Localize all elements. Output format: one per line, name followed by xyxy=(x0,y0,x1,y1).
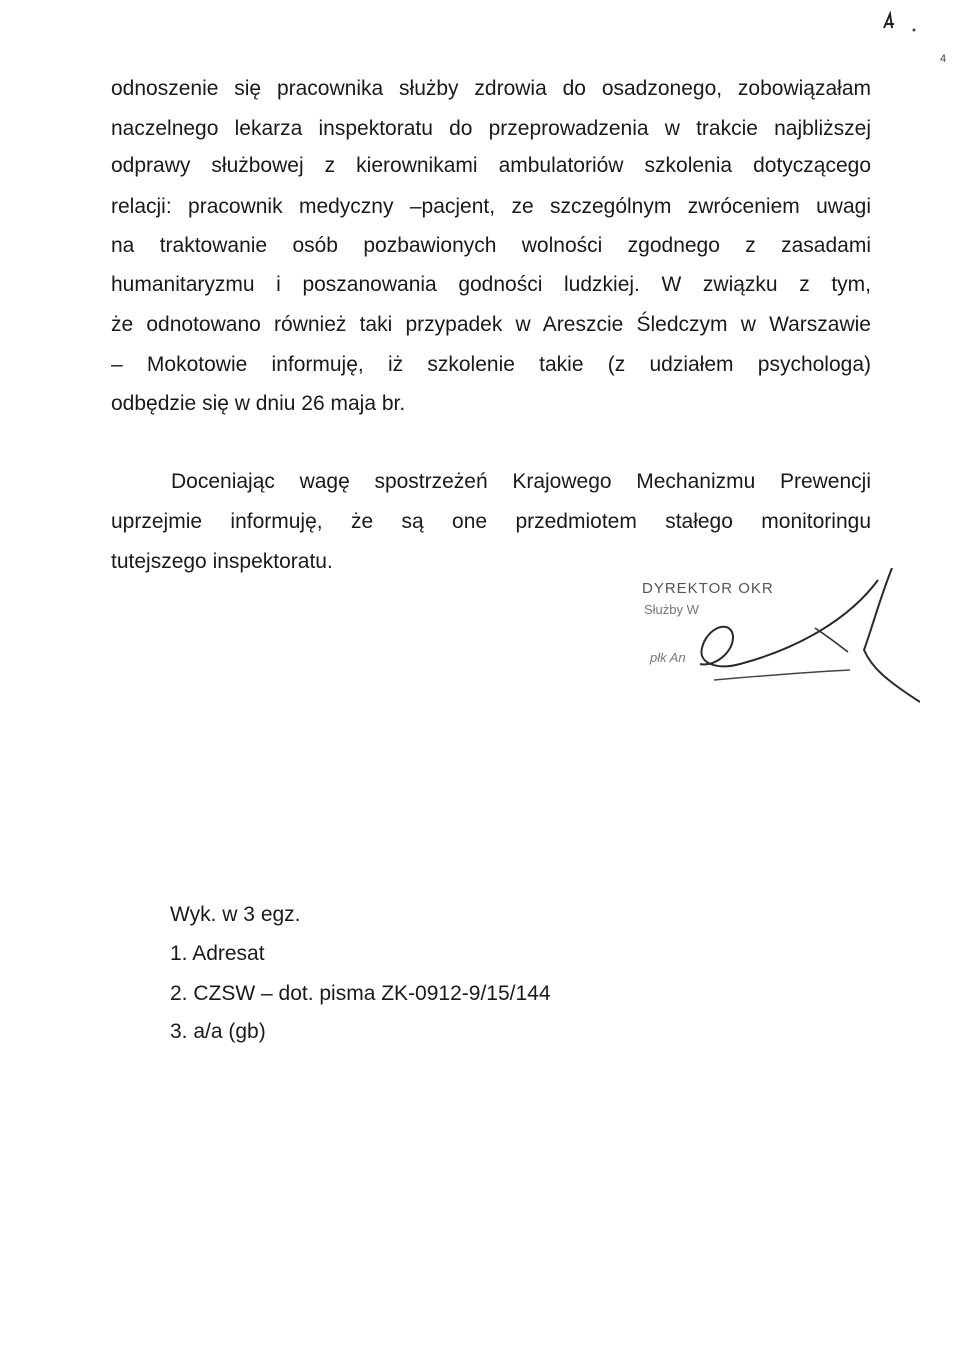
text-line: odprawy służbowej z kierownikami ambulatoriów szkolenia dotyczącego xyxy=(111,154,871,177)
distribution-item: 1. Adresat xyxy=(170,942,265,965)
text-line: że odnotowano również taki przypadek w Areszcie Śledczym w Warszawie xyxy=(111,313,871,336)
text-line: humanitaryzmu i poszanowania godności ludzkiej. W związku z tym, xyxy=(111,273,871,296)
distribution-item: 2. CZSW – dot. pisma ZK-0912-9/15/144 xyxy=(170,982,551,1005)
text-line: – Mokotowie informuję, iż szkolenie takie (z udziałem psychologa) xyxy=(111,353,871,376)
stamp-line-service: Służby W xyxy=(644,602,699,617)
page-number: 4 xyxy=(940,53,947,65)
stamp-line-title: DYREKTOR OKR xyxy=(642,580,774,597)
distribution-item: 3. a/a (gb) xyxy=(170,1020,266,1043)
stamp-line-name: płk An xyxy=(650,650,686,665)
page-mark xyxy=(880,10,920,34)
text-line: na traktowanie osób pozbawionych wolności zgodnego z zasadami xyxy=(111,234,871,257)
text-line: tutejszego inspektoratu. xyxy=(111,550,333,573)
text-line: relacji: pracownik medyczny –pacjent, ze szczególnym zwróceniem uwagi xyxy=(111,195,871,218)
distribution-heading: Wyk. w 3 egz. xyxy=(170,903,301,926)
text-line: naczelnego lekarza inspektoratu do przeprowadzenia w trakcie najbliższej xyxy=(111,117,871,140)
handwritten-signature xyxy=(640,568,920,708)
text-line: odbędzie się w dniu 26 maja br. xyxy=(111,392,406,415)
text-line: uprzejmie informuję, że są one przedmiotem stałego monitoringu xyxy=(111,510,871,533)
text-line: Doceniając wagę spostrzeżeń Krajowego Mechanizmu Prewencji xyxy=(171,470,871,493)
signature-stamp xyxy=(640,568,920,708)
text-line: odnoszenie się pracownika służby zdrowia do osadzonego, zobowiązałam xyxy=(111,77,871,100)
